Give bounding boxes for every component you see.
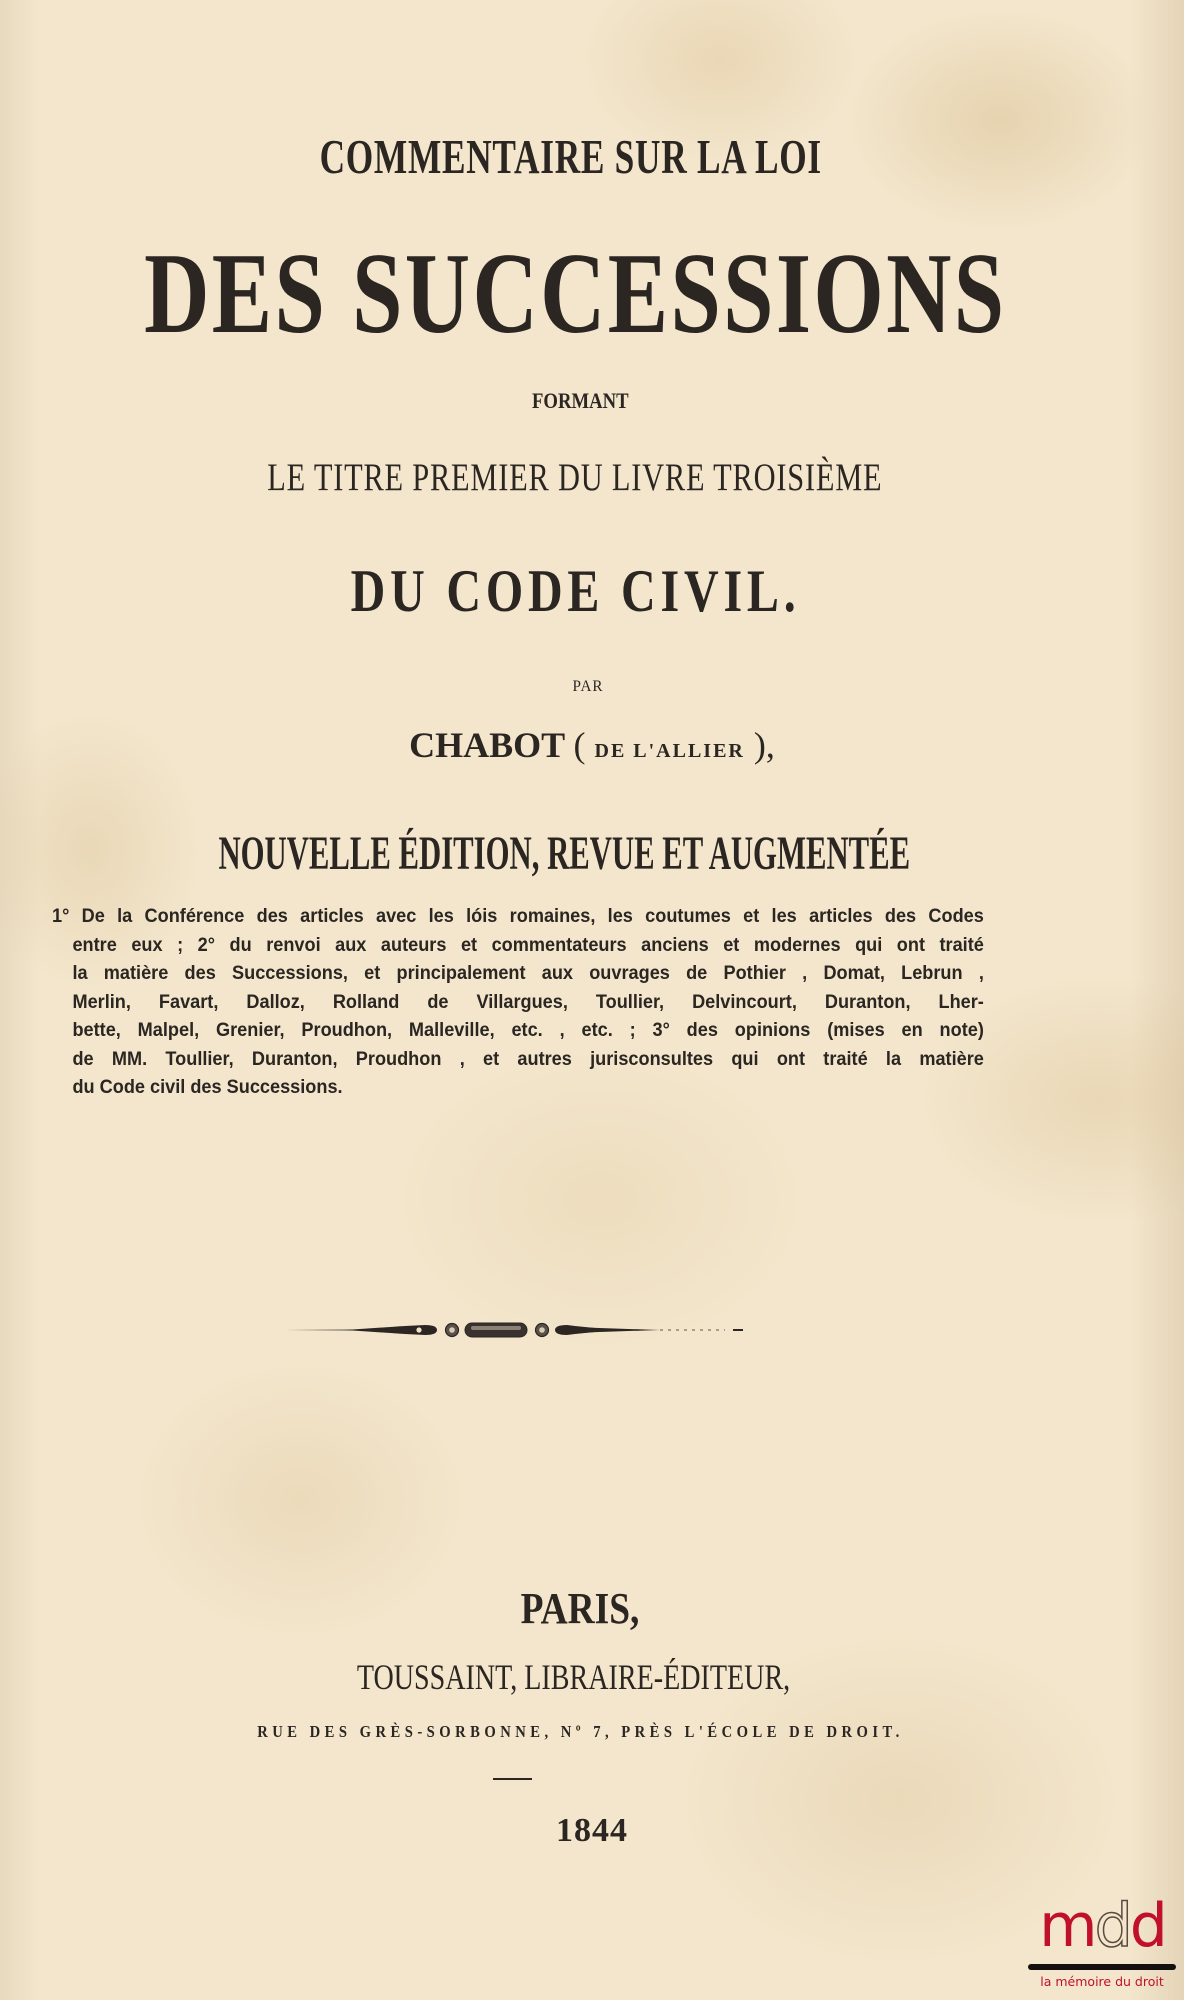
edition-description (52, 902, 984, 1102)
imprint-address: RUE DES GRÈS-SORBONNE, Nº 7, PRÈS L'ÉCOLE DE DROIT. (257, 1722, 904, 1741)
imprint-city: PARIS, (520, 1584, 640, 1633)
logo-bar (1028, 1964, 1176, 1970)
description-line: 1° De la Conférence des articles avec les lóis romaines, les coutumes et les articles des Codes (52, 905, 984, 927)
divider-rule (493, 1778, 532, 1780)
description-line: du Code civil des Successions. (72, 1076, 343, 1098)
description-line: entre eux ; 2° du renvoi aux auteurs et commentateurs anciens et modernes qui ont traité (72, 933, 984, 956)
description-line: bette, Malpel, Grenier, Proudhon, Malleville, etc. , etc. ; 3° des opinions (mises en note) (72, 1019, 984, 1041)
logo-mark (1024, 1891, 1180, 1961)
edition-heading: NOUVELLE ÉDITION, REVUE ET AUGMENTÉE (218, 827, 911, 880)
author-line (0, 724, 1184, 766)
paren-open: ( (573, 725, 586, 765)
title-line-commentaire: COMMENTAIRE SUR LA LOI (319, 129, 822, 184)
formant-label: FORMANT (531, 388, 629, 413)
description-line: Merlin, Favart, Dalloz, Rolland de Villargues, Toullier, Delvincourt, Duranton, Lher- (72, 990, 984, 1013)
logo-letter-d: d (1129, 1891, 1165, 1961)
mdd-logo (1024, 1891, 1180, 2000)
imprint-year: 1844 (556, 1812, 628, 1849)
author-name: CHABOT (409, 725, 565, 765)
description-line: la matière des Successions, et principalement aux ouvrages de Pothier , Domat, Lebrun , (72, 962, 984, 984)
paren-close: ), (753, 725, 775, 765)
code-civil-title: DU CODE CIVIL. (350, 558, 801, 624)
subtitle: LE TITRE PREMIER DU LIVRE TROISIÈME (267, 456, 883, 499)
logo-letter-m: m (1039, 1891, 1095, 1961)
author-qualifier: DE L'ALLIER (594, 740, 745, 762)
typographic-ornament-icon (285, 1318, 755, 1342)
description-line: de MM. Toullier, Duranton, Proudhon , et autres jurisconsultes qui ont traité la matière (72, 1047, 984, 1070)
logo-tagline: la mémoire du droit (1040, 1974, 1164, 1989)
par-label: PAR (572, 678, 604, 695)
logo-letter-d-outline: d (1094, 1891, 1130, 1961)
main-title: DES SUCCESSIONS (144, 230, 1007, 358)
imprint-publisher: TOUSSAINT, LIBRAIRE-ÉDITEUR, (356, 1657, 791, 1697)
